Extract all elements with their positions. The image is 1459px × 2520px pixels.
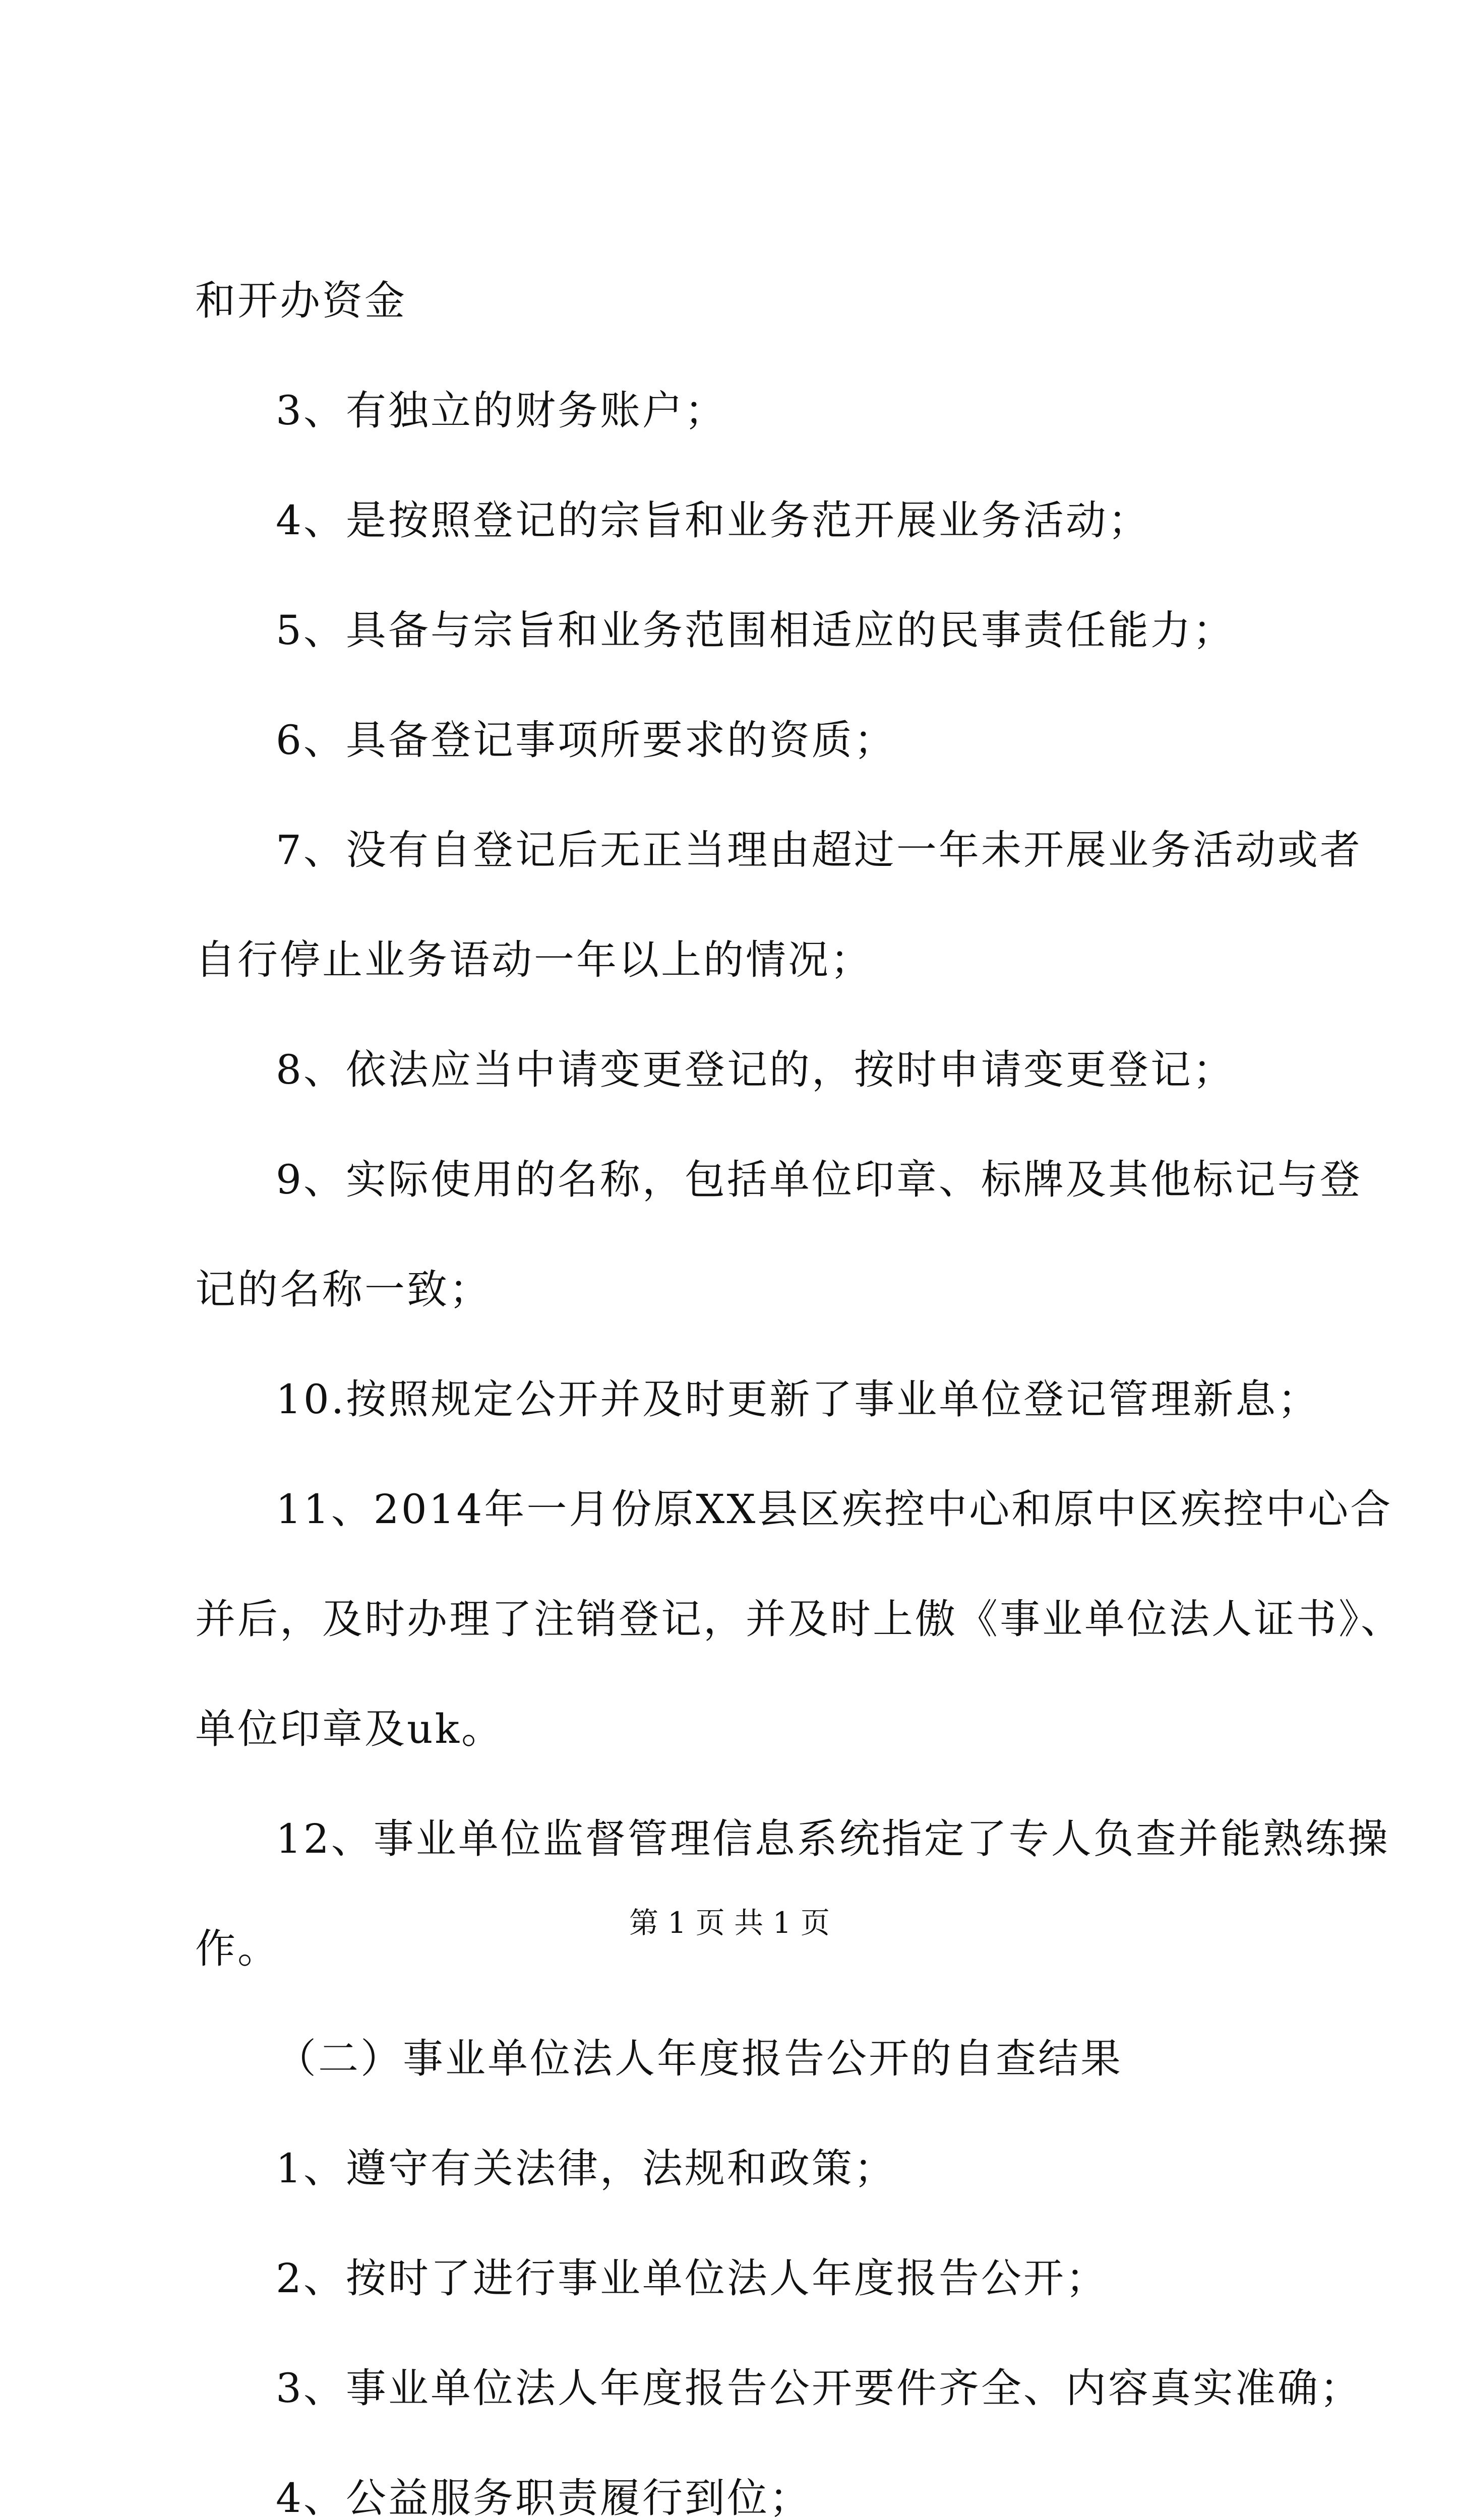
document-body bbox=[195, 272, 1403, 2520]
paragraph-line: 1、遵守有关法律，法规和政策； bbox=[276, 2145, 896, 2192]
paragraph-line: 9、实际使用的名称，包括单位印章、标牌及其他标记与登 bbox=[276, 1156, 1362, 1203]
paragraph-line: 3、事业单位法人年度报告公开要件齐全、内容真实准确； bbox=[276, 2365, 1362, 2412]
paragraph-line: 10.按照规定公开并及时更新了事业单位登记管理新息； bbox=[276, 1376, 1320, 1423]
paragraph-line: 3、有独立的财务账户； bbox=[276, 387, 727, 434]
paragraph-line: 记的名称一致； bbox=[195, 1266, 492, 1313]
paragraph-line: 和开办资金 bbox=[195, 277, 407, 324]
paragraph-line: 自行停止业务语动一年以上的情况； bbox=[195, 936, 873, 983]
page-footer: 第 1 页 共 1 页 bbox=[629, 1906, 830, 1940]
paragraph-line: 单位印章及uk。 bbox=[195, 1706, 504, 1752]
paragraph-line: 6、具备登记事项所要求的资质； bbox=[276, 717, 896, 764]
paragraph-line: 5、具备与宗旨和业务范围相适应的民事责任能力； bbox=[276, 607, 1235, 654]
paragraph-line: 作。 bbox=[195, 1925, 280, 1972]
paragraph-line: 4、是按照登记的宗旨和业务范开展业务活动； bbox=[276, 497, 1150, 544]
paragraph-line: 4、公益服务职责履行到位； bbox=[276, 2475, 812, 2520]
paragraph-line: 8、依法应当中请变更登记的，按时申请变更登记； bbox=[276, 1046, 1235, 1093]
paragraph-line: 并后，及时办理了注销登记，并及时上傲《事业单位法人证书》、 bbox=[195, 1596, 1403, 1643]
section-heading: （二）事业单位法人年度报告公开的自查结果 bbox=[276, 2035, 1123, 2082]
paragraph-line: 12、事业单位监督管理信息系统指定了专人负查并能熟练操 bbox=[276, 1815, 1390, 1862]
paragraph-line: 7、没有自登记后无正当理由超过一年未开展业务活动或者 bbox=[276, 827, 1362, 873]
paragraph-line: 2、按时了进行事业单位法人年度报告公开； bbox=[276, 2255, 1108, 2302]
paragraph-line: 11、2014年一月份原XX县区疾控中心和原中区疾控中心合 bbox=[276, 1486, 1393, 1533]
